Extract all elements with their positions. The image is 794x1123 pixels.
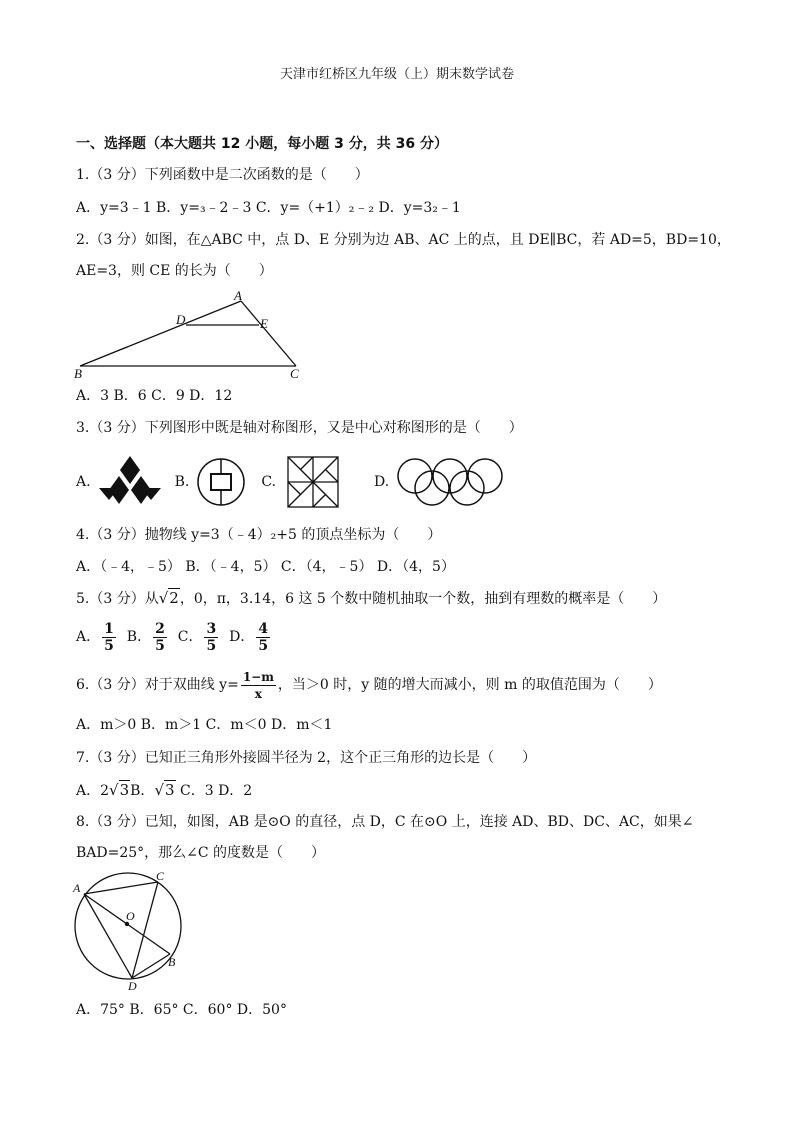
q5-option-a-label: A． (76, 629, 101, 645)
q7-options-rest: C．3 D．2 (175, 783, 253, 799)
question-5-options (76, 620, 272, 654)
label-c: C (290, 366, 299, 380)
q5-option-a-num: 1 (104, 620, 114, 637)
q5-option-b-den: 5 (155, 637, 165, 654)
q7-option-b-pre: B． (130, 783, 155, 799)
label-o: O (126, 909, 135, 923)
question-2-stem-line2: AE=3，则 CE 的长为（ ） (76, 263, 273, 279)
question-1-options: A．y=3﹣1 B．y=₃﹣2﹣3 C．y=（+1）₂﹣₂ D．y=3₂﹣1 (76, 200, 461, 216)
question-2-options: A．3 B．6 C．9 D．12 (76, 388, 233, 404)
question-8-options: A．75° B．65° C．60° D．50° (76, 1002, 287, 1018)
q5-option-a-den: 5 (104, 637, 114, 654)
question-5-stem-pre: 5.（3 分）从 (76, 591, 159, 607)
q7-option-b-sqrt: √3 (154, 781, 175, 799)
q6-fraction-den: x (254, 686, 262, 701)
q7-option-a-pre: A．2 (76, 783, 110, 799)
question-7-options (76, 780, 252, 801)
question-8-stem-line1: 8.（3 分）已知，如图，AB 是⊙O 的直径，点 D，C 在⊙O 上，连接 AD、BD、DC、AC，如果∠ (76, 814, 694, 830)
option-d-rings-figure (395, 454, 505, 510)
label-a: A (73, 881, 81, 895)
question-3-label-c: C. (261, 474, 276, 490)
q5-option-b-fraction (153, 621, 167, 654)
question-8-stem-line2: BAD=25°，那么∠C 的度数是（ ） (76, 845, 326, 861)
segment-ab (80, 301, 241, 366)
question-2-stem-line1: 2.（3 分）如图，在△ABC 中，点 D、E 分别为边 AB、AC 上的点，且 DE∥BC，若 AD=5，BD=10， (76, 232, 731, 248)
q5-option-d-label: D． (229, 629, 255, 645)
question-3-figure-options (76, 452, 505, 512)
q6-fraction (241, 669, 276, 702)
label-d: D (176, 312, 186, 327)
option-c-pinwheel-figure (282, 454, 344, 510)
q5-option-c-num: 3 (206, 620, 217, 637)
question-2-triangle-figure (74, 290, 314, 380)
question-6-stem-post: ，当＞0 时，y 随的增大而减小，则 m 的取值范围为（ ） (277, 677, 662, 693)
circle-o (75, 873, 181, 979)
q5-option-b-num: 2 (155, 620, 165, 637)
question-8-circle-figure (70, 868, 190, 992)
segment-ac (241, 301, 296, 366)
q7-option-a-sqrt: √3 (109, 781, 130, 799)
page-title: 天津市红桥区九年级（上）期末数学试卷 (279, 67, 514, 82)
question-5-stem-post: ，0，π，3.14，6 这 5 个数中随机抽取一个数，抽到有理数的概率是（ ） (179, 591, 667, 607)
question-6-stem-pre: 6.（3 分）对于双曲线 y= (76, 677, 239, 693)
q5-option-c-den: 5 (206, 637, 217, 654)
q5-option-c-fraction (204, 621, 218, 654)
section-heading: 一、选择题（本大题共 12 小题，每小题 3 分，共 36 分） (76, 136, 448, 152)
q5-option-a-fraction (102, 621, 116, 654)
label-a: A (234, 290, 242, 303)
q7-option-a-radicand: 3 (119, 781, 130, 799)
label-e: E (260, 316, 268, 331)
label-c: C (156, 869, 165, 883)
option-b-circle-square-figure (195, 454, 247, 510)
question-3-label-d: D. (373, 474, 390, 490)
question-6-options: A．m＞0 B．m＞1 C．m＜0 D．m＜1 (76, 717, 333, 733)
q7-option-b-radicand: 3 (165, 781, 175, 799)
q6-fraction-num: 1−m (242, 669, 274, 684)
question-4-options: A．（﹣4，﹣5） B．（﹣4，5） C．（4，﹣5） D．（4，5） (76, 559, 455, 575)
q5-option-d-num: 4 (258, 620, 269, 637)
question-3-label-a: A. (76, 474, 91, 490)
sqrt-2: √2 (158, 589, 179, 607)
label-b: B (168, 955, 176, 969)
label-b: B (74, 366, 82, 380)
question-6-stem (76, 668, 662, 702)
question-4-stem: 4.（3 分）抛物线 y=3（﹣4）₂+5 的顶点坐标为（ ） (76, 527, 442, 543)
q5-option-b-label: B． (126, 629, 152, 645)
segment-ad (84, 894, 132, 978)
question-3-stem: 3.（3 分）下列图形中既是轴对称图形，又是中心对称图形的是（ ） (76, 420, 523, 436)
label-d: D (128, 979, 137, 992)
question-5-stem (76, 588, 666, 609)
option-a-diamonds-figure (97, 454, 163, 510)
question-3-label-b: B. (174, 474, 190, 490)
q5-option-d-fraction (256, 621, 270, 654)
q5-option-c-label: C． (177, 629, 203, 645)
sqrt-2-radicand: 2 (169, 589, 179, 607)
q5-option-d-den: 5 (258, 637, 269, 654)
question-7-stem: 7.（3 分）已知正三角形外接圆半径为 2，这个正三角形的边长是（ ） (76, 750, 537, 766)
question-1-stem: 1.（3 分）下列函数中是二次函数的是（ ） (76, 167, 369, 183)
